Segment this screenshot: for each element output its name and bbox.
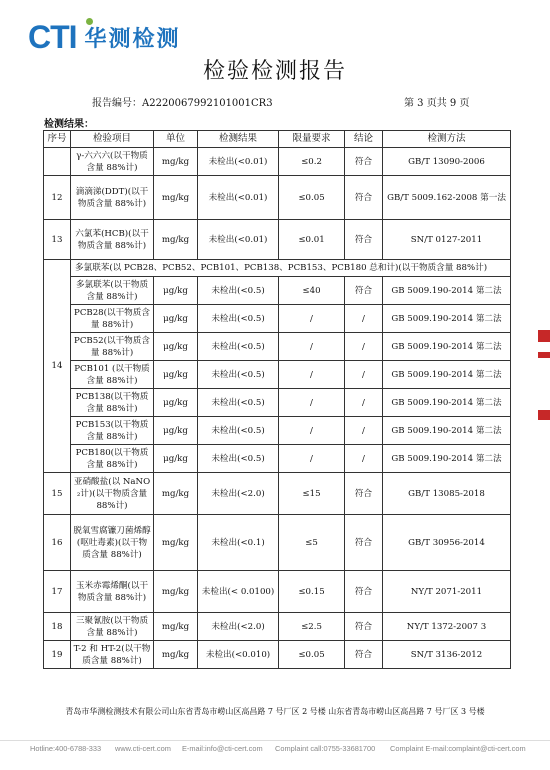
table-row	[44, 613, 511, 641]
cell-conclusion: /	[345, 361, 383, 389]
cell-limit: /	[279, 389, 345, 417]
complaint-email-link[interactable]: Complaint E-mail:complaint@cti-cert.com	[390, 744, 526, 753]
cell-limit: /	[279, 417, 345, 445]
cell-method: GB/T 5009.162-2008 第一法	[383, 176, 511, 220]
hotline: Hotline:400-6788-333	[30, 744, 102, 753]
cell-method: GB 5009.190-2014 第二法	[383, 417, 511, 445]
cell-item: 滴滴涕(DDT)(以干物质含量 88%计)	[71, 176, 154, 220]
header-conclusion: 结论	[345, 131, 383, 148]
cell-conclusion: /	[345, 389, 383, 417]
header-result: 检测结果	[198, 131, 279, 148]
table-row	[44, 417, 511, 445]
cell-result: 未检出(<0.5)	[198, 277, 279, 305]
cell-result: 未检出(< 0.0100)	[198, 571, 279, 613]
cell-item: PCB138(以干物质含量 88%计)	[71, 389, 154, 417]
report-number: 报告编号：A2220067992101001CR3	[92, 98, 273, 109]
cell-unit: μg/kg	[154, 417, 198, 445]
cell-no: 13	[44, 220, 71, 260]
cell-no	[44, 148, 71, 176]
complaint-call: Complaint call:0755-33681700	[275, 744, 376, 753]
cell-result: 未检出(<0.1)	[198, 515, 279, 571]
table-row	[44, 473, 511, 515]
logo-dot	[86, 18, 93, 25]
cell-conclusion: 符合	[345, 148, 383, 176]
cell-item: 亚硝酸盐(以 NaNO₂计)(以干物质含量 88%计)	[71, 473, 154, 515]
cell-method: GB 5009.190-2014 第二法	[383, 389, 511, 417]
cell-conclusion: 符合	[345, 473, 383, 515]
cell-limit: ≤0.01	[279, 220, 345, 260]
cell-limit: /	[279, 305, 345, 333]
cell-no: 16	[44, 515, 71, 571]
cell-no: 18	[44, 613, 71, 641]
cell-result: 未检出(<0.5)	[198, 305, 279, 333]
table-row	[44, 515, 511, 571]
cell-no: 17	[44, 571, 71, 613]
cell-result: 未检出(<0.5)	[198, 417, 279, 445]
side-seal-mark	[538, 352, 550, 358]
cell-item: PCB153(以干物质含量 88%计)	[71, 417, 154, 445]
cell-item: γ-六六六(以干物质含量 88%计)	[71, 148, 154, 176]
cell-unit: mg/kg	[154, 515, 198, 571]
cell-method: NY/T 1372-2007 3	[383, 613, 511, 641]
cell-no: 12	[44, 176, 71, 220]
cell-item: PCB180(以干物质含量 88%计)	[71, 445, 154, 473]
cell-method: SN/T 3136-2012	[383, 641, 511, 669]
table-row	[44, 389, 511, 417]
table-row	[44, 260, 511, 277]
cell-limit: /	[279, 445, 345, 473]
results-label: 检测结果：	[44, 119, 94, 130]
cell-item: PCB52(以干物质含量 88%计)	[71, 333, 154, 361]
table-row	[44, 361, 511, 389]
cell-limit: ≤0.2	[279, 148, 345, 176]
header-no: 序号	[44, 131, 71, 148]
cell-limit: ≤2.5	[279, 613, 345, 641]
cell-item: 多氯联苯(以干物质含量 88%计)	[71, 277, 154, 305]
cell-unit: mg/kg	[154, 220, 198, 260]
cell-result: 未检出(<2.0)	[198, 473, 279, 515]
company-logo	[28, 20, 181, 54]
table-row	[44, 220, 511, 260]
cell-unit: mg/kg	[154, 473, 198, 515]
cell-item: 脱氧雪腐镰刀菌烯醇(呕吐毒素)(以干物质含量 88%计)	[71, 515, 154, 571]
cell-method: GB/T 13090-2006	[383, 148, 511, 176]
footer-address: 青岛市华测检测技术有限公司山东省青岛市崂山区高昌路 7 号厂区 2 号楼 山东省青岛市崂山区高昌路 7 号厂区 3 号楼	[65, 707, 485, 716]
cell-result: 未检出(<0.5)	[198, 333, 279, 361]
cell-item: 三聚氰胺(以干物质含量 88%计)	[71, 613, 154, 641]
cell-conclusion: 符合	[345, 641, 383, 669]
cell-result: 未检出(<0.5)	[198, 361, 279, 389]
cell-result: 未检出(<0.5)	[198, 445, 279, 473]
cell-method: GB/T 13085-2018	[383, 473, 511, 515]
table-row	[44, 148, 511, 176]
cell-result: 未检出(<0.01)	[198, 148, 279, 176]
cell-item: PCB28(以干物质含量 88%计)	[71, 305, 154, 333]
group-header-pcb: 多氯联苯(以 PCB28、PCB52、PCB101、PCB138、PCB153、PCB180 总和计)(以干物质含量 88%计)	[71, 260, 511, 277]
cell-limit: ≤0.05	[279, 176, 345, 220]
email-link[interactable]: E-mail:info@cti-cert.com	[182, 744, 263, 753]
header-unit: 单位	[154, 131, 198, 148]
cell-conclusion: 符合	[345, 515, 383, 571]
cell-item: 玉米赤霉烯酮(以干物质含量 88%计)	[71, 571, 154, 613]
cell-unit: μg/kg	[154, 389, 198, 417]
cell-limit: ≤0.15	[279, 571, 345, 613]
cell-conclusion: /	[345, 333, 383, 361]
cell-no: 15	[44, 473, 71, 515]
cell-conclusion: 符合	[345, 176, 383, 220]
cell-unit: mg/kg	[154, 571, 198, 613]
header-limit: 限量要求	[279, 131, 345, 148]
cell-item: PCB101 (以干物质含量 88%计)	[71, 361, 154, 389]
cell-limit: /	[279, 333, 345, 361]
table-header-row	[44, 131, 511, 148]
cell-method: NY/T 2071-2011	[383, 571, 511, 613]
cell-item: 六氯苯(HCB)(以干物质含量 88%计)	[71, 220, 154, 260]
cell-result: 未检出(<0.010)	[198, 641, 279, 669]
cell-limit: ≤5	[279, 515, 345, 571]
cell-result: 未检出(<0.5)	[198, 389, 279, 417]
cell-conclusion: /	[345, 305, 383, 333]
cell-unit: mg/kg	[154, 148, 198, 176]
cell-method: SN/T 0127-2011	[383, 220, 511, 260]
cell-unit: μg/kg	[154, 333, 198, 361]
cell-unit: mg/kg	[154, 613, 198, 641]
cell-limit: ≤15	[279, 473, 345, 515]
cell-limit: ≤0.05	[279, 641, 345, 669]
cell-result: 未检出(<0.01)	[198, 220, 279, 260]
cell-method: GB/T 30956-2014	[383, 515, 511, 571]
cell-unit: μg/kg	[154, 305, 198, 333]
website-link[interactable]: www.cti-cert.com	[115, 744, 171, 753]
cell-limit: /	[279, 361, 345, 389]
table-row	[44, 445, 511, 473]
cell-conclusion: 符合	[345, 277, 383, 305]
cell-method: GB 5009.190-2014 第二法	[383, 305, 511, 333]
cell-method: GB 5009.190-2014 第二法	[383, 445, 511, 473]
side-seal-mark	[538, 330, 550, 342]
cell-unit: μg/kg	[154, 277, 198, 305]
cell-result: 未检出(<2.0)	[198, 613, 279, 641]
cell-conclusion: 符合	[345, 613, 383, 641]
header-item: 检验项目	[71, 131, 154, 148]
table-row	[44, 176, 511, 220]
page-info: 第 3 页共 9 页	[404, 98, 470, 109]
cell-unit: μg/kg	[154, 361, 198, 389]
table-row	[44, 277, 511, 305]
cell-result: 未检出(<0.01)	[198, 176, 279, 220]
results-table	[43, 130, 511, 669]
cell-method: GB 5009.190-2014 第二法	[383, 361, 511, 389]
cell-item: T-2 和 HT-2(以干物质含量 88%计)	[71, 641, 154, 669]
logo-brand-text: CTI	[28, 19, 77, 55]
cell-unit: mg/kg	[154, 641, 198, 669]
contact-bar	[0, 740, 550, 753]
cell-no: 19	[44, 641, 71, 669]
cell-conclusion: /	[345, 417, 383, 445]
table-row	[44, 305, 511, 333]
cell-conclusion: 符合	[345, 571, 383, 613]
cell-no: 14	[44, 260, 71, 473]
cell-conclusion: /	[345, 445, 383, 473]
table-row	[44, 641, 511, 669]
cell-method: GB 5009.190-2014 第二法	[383, 333, 511, 361]
cell-unit: mg/kg	[154, 176, 198, 220]
cell-conclusion: 符合	[345, 220, 383, 260]
side-seal-mark	[538, 410, 550, 420]
logo-chinese-text: 华测检测	[84, 26, 181, 52]
report-title: 检验检测报告	[202, 59, 347, 84]
cell-unit: μg/kg	[154, 445, 198, 473]
cell-limit: ≤40	[279, 277, 345, 305]
cell-method: GB 5009.190-2014 第二法	[383, 277, 511, 305]
table-row	[44, 333, 511, 361]
header-method: 检测方法	[383, 131, 511, 148]
table-row	[44, 571, 511, 613]
